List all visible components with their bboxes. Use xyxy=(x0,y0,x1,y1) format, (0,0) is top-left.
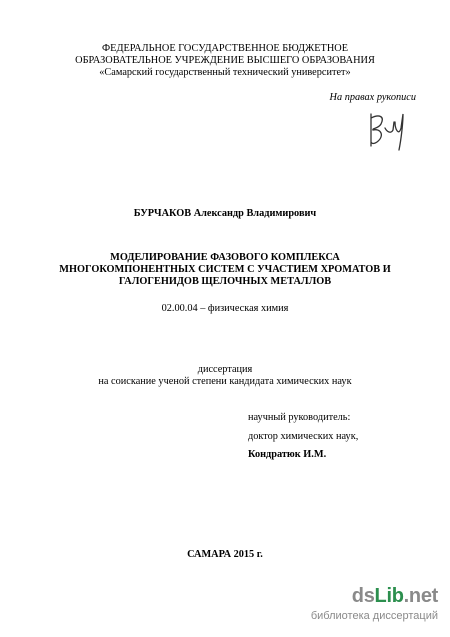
author-name: БУРЧАКОВ Александр Владимирович xyxy=(133,208,317,219)
supervisor-role: научный руководитель: xyxy=(248,412,351,423)
institution-line-1: ФЕДЕРАЛЬНОЕ ГОСУДАРСТВЕННОЕ БЮДЖЕТНОЕ xyxy=(102,43,348,54)
title-line-2: МНОГОКОМПОНЕНТНЫХ СИСТЕМ С УЧАСТИЕМ ХРОМАТОВ И xyxy=(59,264,391,275)
dissertation-type: диссертация xyxy=(197,364,253,375)
dissertation-degree: на соискание ученой степени кандидата химических наук xyxy=(98,376,352,387)
dslib-subtitle: библиотека диссертаций xyxy=(310,610,438,622)
title-line-3: ГАЛОГЕНИДОВ ЩЕЛОЧНЫХ МЕТАЛЛОВ xyxy=(118,276,332,287)
dslib-logo: dsLib.net xyxy=(351,585,438,607)
supervisor-name: Кондратюк И.М. xyxy=(248,449,327,460)
handwritten-signature xyxy=(365,106,413,154)
institution-line-3: «Самарский государственный технический университет» xyxy=(99,67,351,78)
supervisor-degree: доктор химических наук, xyxy=(248,431,359,442)
title-line-1: МОДЕЛИРОВАНИЕ ФАЗОВОГО КОМПЛЕКСА xyxy=(110,252,340,263)
dslib-watermark xyxy=(298,585,438,627)
manuscript-note: На правах рукописи xyxy=(329,92,416,103)
institution-line-2: ОБРАЗОВАТЕЛЬНОЕ УЧРЕЖДЕНИЕ ВЫСШЕГО ОБРАЗОВАНИЯ xyxy=(75,55,375,66)
specialty: 02.00.04 – физическая химия xyxy=(161,303,289,314)
city-year: САМАРА 2015 г. xyxy=(187,549,263,560)
